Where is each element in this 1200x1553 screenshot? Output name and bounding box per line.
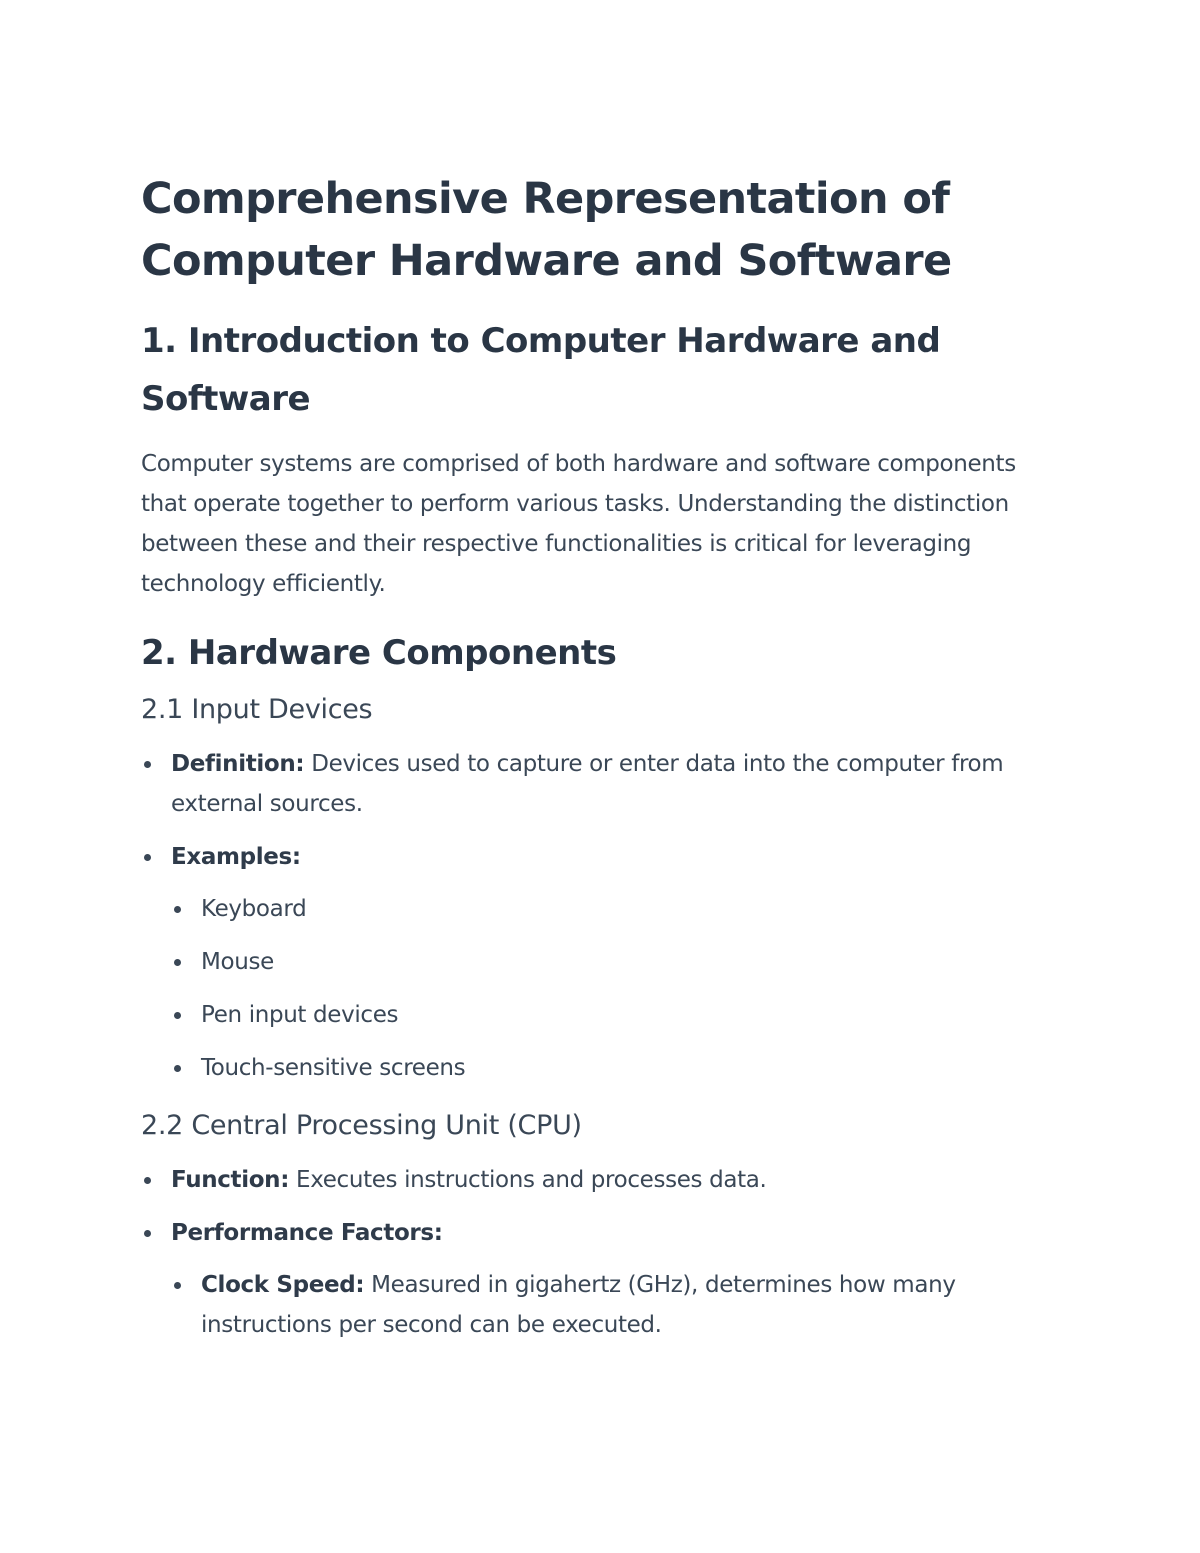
- section-heading-introduction: 1. Introduction to Computer Hardware and Software: [141, 321, 941, 419]
- example-item: [171, 995, 1041, 1035]
- bullet-icon: [144, 761, 151, 768]
- function-text: Executes instructions and processes data.: [289, 1167, 767, 1193]
- document-title: Comprehensive Representation of Computer Hardware and Software: [141, 174, 952, 286]
- example-text: Touch-sensitive screens: [201, 1055, 466, 1081]
- bullet-icon: [144, 1177, 151, 1184]
- definition-label: Definition:: [171, 751, 305, 777]
- clock-speed-text: Measured in gigahertz (GHz), determines how many instructions per second can be executed.: [201, 1272, 956, 1338]
- bullet-icon: [174, 959, 181, 966]
- example-item: [171, 1048, 1041, 1088]
- clock-speed-label: Clock Speed:: [201, 1272, 365, 1298]
- list-item-performance-factors: [141, 1213, 1041, 1345]
- cpu-list: [141, 1160, 1041, 1345]
- list-item-clock-speed: [171, 1265, 1041, 1345]
- introduction-paragraph: Computer systems are comprised of both hardware and software components that operate together to perform various tasks. Understanding the distinction between these and their respective functionalities is critical for leveraging technology efficiently.: [141, 451, 1016, 597]
- performance-factors-label: Performance Factors:: [171, 1220, 443, 1246]
- bullet-icon: [174, 906, 181, 913]
- example-text: Mouse: [201, 949, 274, 975]
- bullet-icon: [144, 1230, 151, 1237]
- list-item-examples: [141, 837, 1041, 1088]
- subsection-heading-cpu: 2.2 Central Processing Unit (CPU): [141, 1110, 582, 1141]
- examples-list: [171, 889, 1041, 1088]
- example-text: Keyboard: [201, 896, 307, 922]
- bullet-icon: [144, 854, 151, 861]
- performance-factors-list: [171, 1265, 1041, 1345]
- document-page: [141, 168, 1041, 1358]
- example-item: [171, 942, 1041, 982]
- list-item-function: [141, 1160, 1041, 1200]
- definition-text: Devices used to capture or enter data into the computer from external sources.: [171, 751, 1004, 817]
- bullet-icon: [174, 1065, 181, 1072]
- subsection-heading-input-devices: 2.1 Input Devices: [141, 694, 373, 725]
- example-text: Pen input devices: [201, 1002, 399, 1028]
- section-heading-hardware-components: 2. Hardware Components: [141, 633, 617, 673]
- bullet-icon: [174, 1012, 181, 1019]
- list-item-definition: [141, 744, 1041, 824]
- bullet-icon: [174, 1282, 181, 1289]
- example-item: [171, 889, 1041, 929]
- input-devices-list: [141, 744, 1041, 1088]
- examples-label: Examples:: [171, 844, 301, 870]
- function-label: Function:: [171, 1167, 290, 1193]
